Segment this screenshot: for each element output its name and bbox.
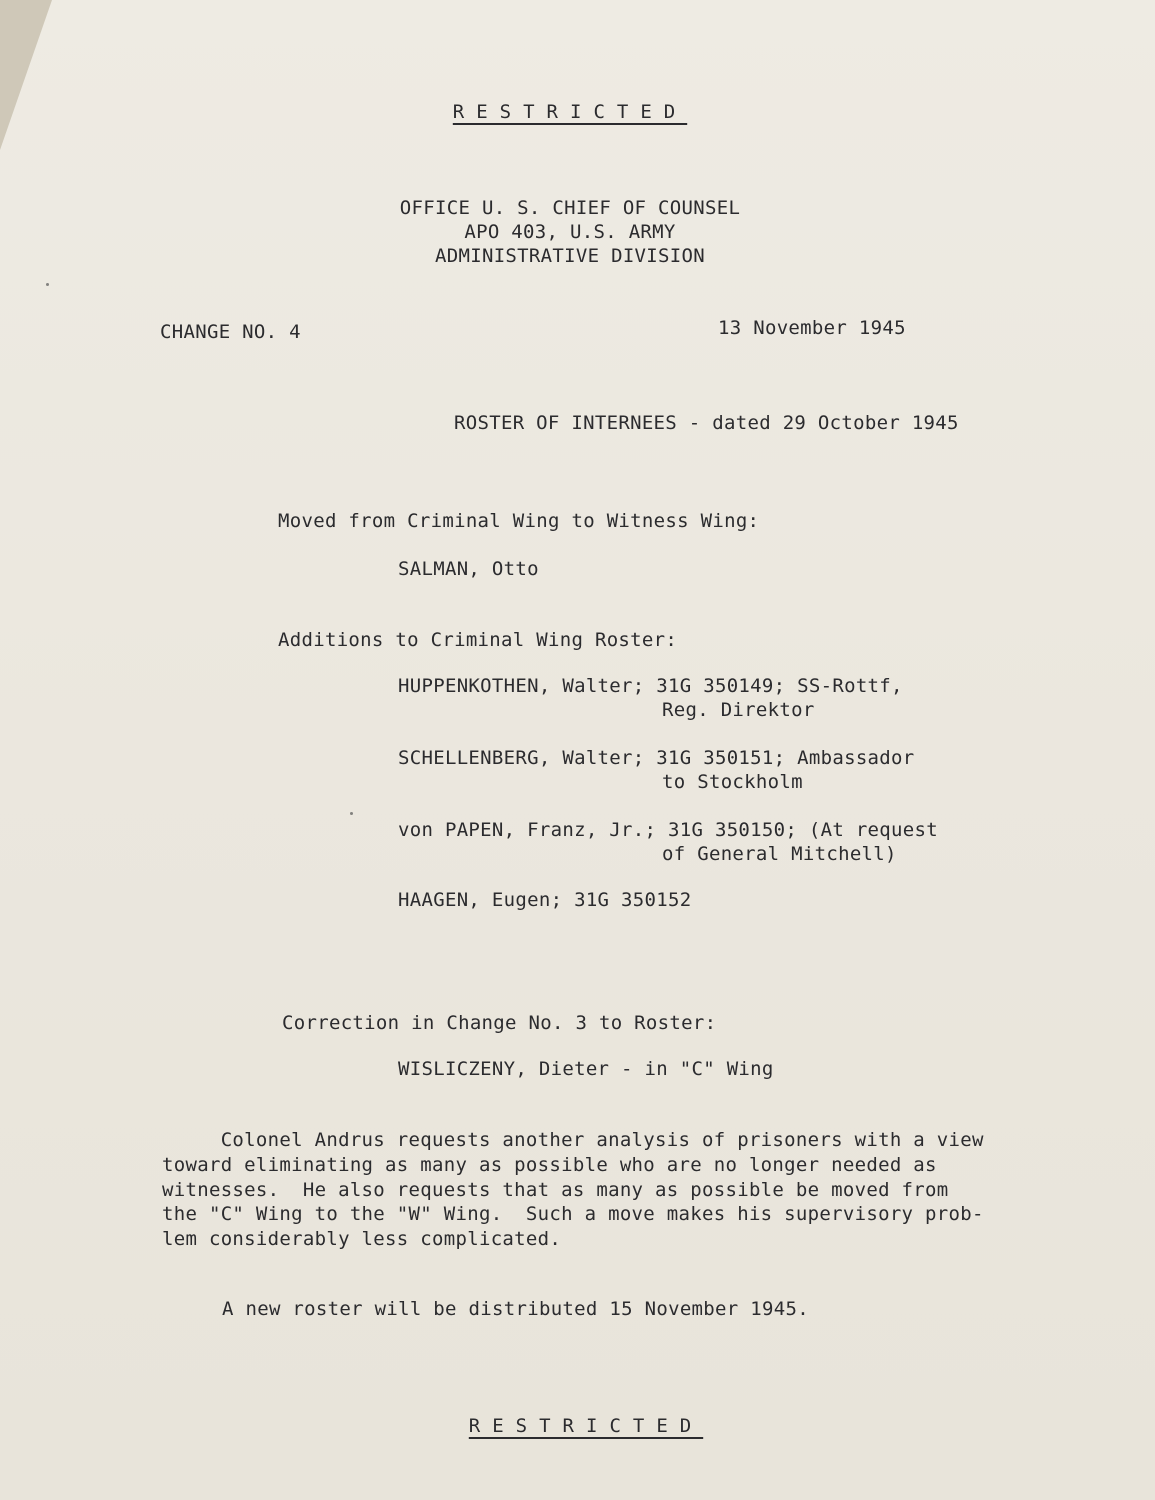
paragraph-line-2: toward eliminating as many as possible who are no longer needed as bbox=[162, 1154, 937, 1176]
addition-entry-3-line-1: von PAPEN, Franz, Jr.; 31G 350150; (At request bbox=[398, 819, 938, 841]
paragraph-line-4: the "C" Wing to the "W" Wing. Such a move makes his supervisory prob- bbox=[162, 1203, 984, 1225]
moved-item: SALMAN, Otto bbox=[398, 558, 539, 580]
paper-speck bbox=[350, 812, 353, 815]
change-number: CHANGE NO. 4 bbox=[160, 321, 301, 343]
paper-speck bbox=[46, 283, 49, 286]
paragraph-line-5: lem considerably less complicated. bbox=[162, 1228, 562, 1250]
addition-entry-3-line-2: of General Mitchell) bbox=[662, 843, 897, 865]
addition-entry-4-line-1: HAAGEN, Eugen; 31G 350152 bbox=[398, 889, 692, 911]
correction-item: WISLICZENY, Dieter - in "C" Wing bbox=[398, 1058, 774, 1080]
distribution-note: A new roster will be distributed 15 November 1945. bbox=[222, 1298, 809, 1320]
footer-restricted-marking: RESTRICTED bbox=[468, 1415, 704, 1437]
paragraph-line-1: Colonel Andrus requests another analysis of prisoners with a view bbox=[162, 1129, 984, 1151]
paragraph-line-3: witnesses. He also requests that as many as possible be moved from bbox=[162, 1179, 949, 1201]
correction-heading: Correction in Change No. 3 to Roster: bbox=[282, 1012, 717, 1034]
addition-entry-1-line-2: Reg. Direktor bbox=[662, 699, 815, 721]
office-line-1: OFFICE U. S. CHIEF OF COUNSEL bbox=[399, 197, 741, 219]
office-line-3: ADMINISTRATIVE DIVISION bbox=[435, 245, 705, 267]
document-date: 13 November 1945 bbox=[718, 317, 906, 339]
addition-entry-2-line-1: SCHELLENBERG, Walter; 31G 350151; Ambassador bbox=[398, 747, 915, 769]
header-restricted-marking: RESTRICTED bbox=[452, 101, 688, 123]
moved-heading: Moved from Criminal Wing to Witness Wing: bbox=[278, 510, 760, 532]
addition-entry-1-line-1: HUPPENKOTHEN, Walter; 31G 350149; SS-Rottf, bbox=[398, 675, 903, 697]
additions-heading: Additions to Criminal Wing Roster: bbox=[278, 629, 678, 651]
subject-line: ROSTER OF INTERNEES - dated 29 October 1945 bbox=[454, 412, 959, 434]
office-line-2: APO 403, U.S. ARMY bbox=[464, 221, 676, 243]
folded-corner bbox=[0, 0, 52, 150]
addition-entry-2-line-2: to Stockholm bbox=[662, 771, 803, 793]
